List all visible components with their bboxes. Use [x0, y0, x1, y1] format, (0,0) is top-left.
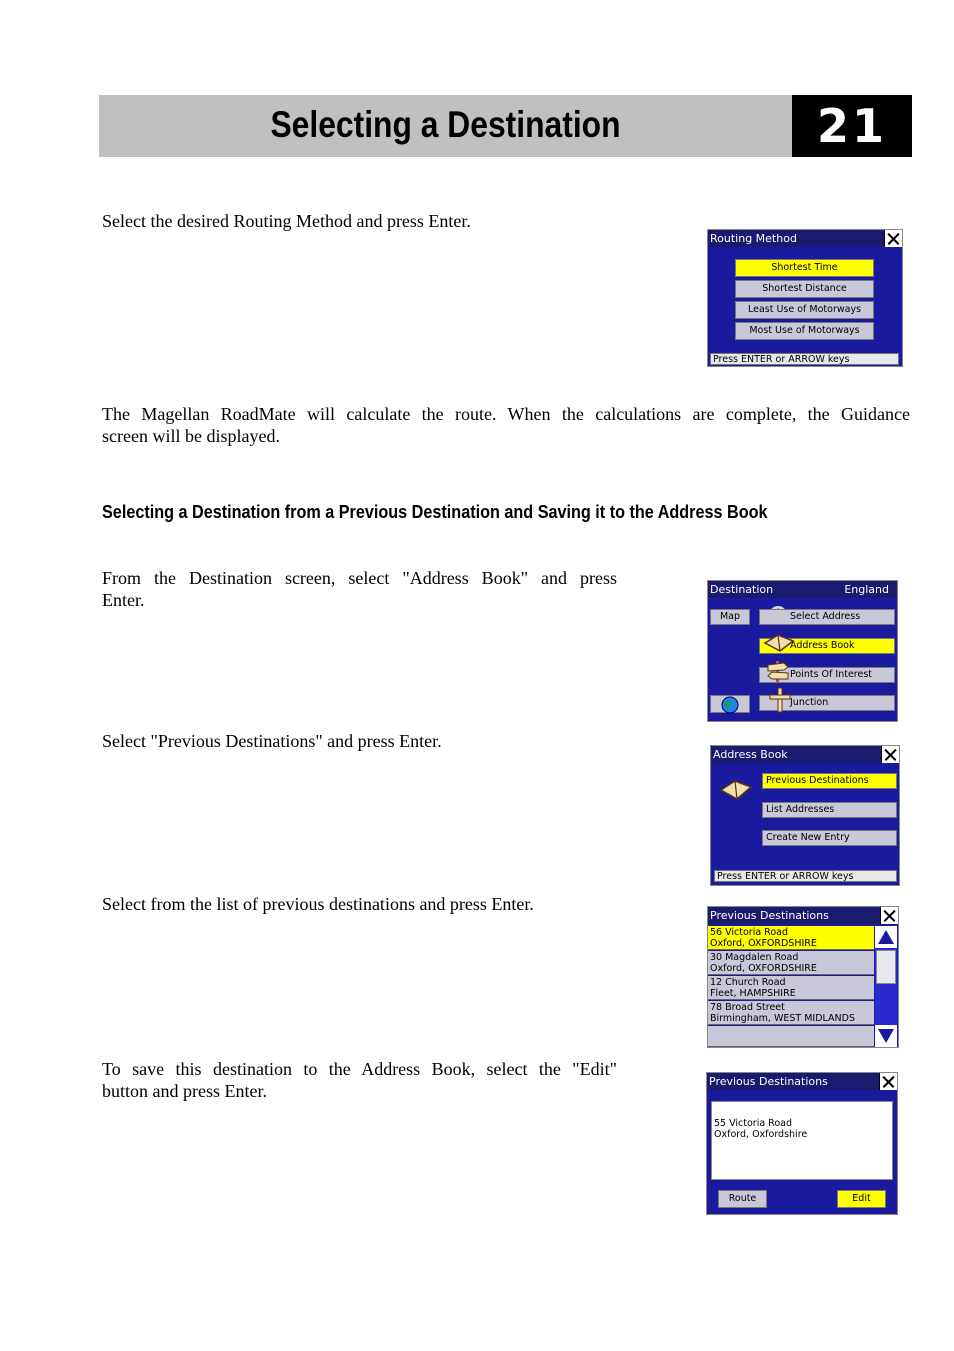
row-street: 12 Church Road	[710, 977, 786, 988]
arrow-down-icon	[875, 1025, 897, 1047]
junction-label: Junction	[790, 697, 829, 708]
close-icon[interactable]	[879, 1073, 897, 1090]
list-item[interactable]	[708, 951, 874, 975]
destination-title: Destination	[710, 583, 774, 596]
address-book-status-bar: Press ENTER or ARROW keys	[714, 870, 897, 882]
paragraph-destination-line2: Enter.	[102, 590, 145, 610]
globe-button[interactable]	[710, 695, 750, 713]
paragraph-routing: Select the desired Routing Method and press Enter.	[102, 211, 471, 231]
close-icon[interactable]	[881, 746, 899, 763]
signpost-icon	[764, 659, 792, 689]
arrow-up-icon	[875, 926, 897, 948]
junction-icon	[768, 687, 792, 717]
destination-screen	[707, 580, 898, 722]
routing-status-bar: Press ENTER or ARROW keys	[710, 353, 899, 365]
paragraph-calc-line2: screen will be displayed.	[102, 426, 280, 446]
section-subheading: Selecting a Destination from a Previous Destination and Saving it to the Address Book	[102, 502, 768, 522]
option-most-motorways[interactable]: Most Use of Motorways	[735, 322, 874, 340]
close-icon[interactable]	[884, 230, 902, 247]
previous-title-bar	[708, 907, 898, 924]
list-item[interactable]	[708, 976, 874, 1000]
globe-icon	[721, 696, 739, 714]
scroll-up-button[interactable]	[875, 926, 897, 948]
previous-destinations-button[interactable]: Previous Destinations	[762, 773, 897, 789]
close-icon[interactable]	[880, 907, 898, 924]
poi-label: Points Of Interest	[790, 669, 873, 680]
route-button[interactable]: Route	[718, 1190, 767, 1208]
address-book-icon	[718, 776, 754, 808]
row-city: Oxford, OXFORDSHIRE	[710, 963, 817, 974]
row-street: 56 Victoria Road	[710, 927, 789, 938]
paragraph-save-line1: To save this destination to the Address Book, select the "Edit"	[102, 1059, 617, 1079]
detail-title-bar	[707, 1073, 897, 1090]
select-address-button[interactable]	[759, 609, 895, 625]
detail-title: Previous Destinations	[709, 1075, 828, 1088]
routing-title: Routing Method	[710, 232, 797, 245]
address-city: Oxford, Oxfordshire	[714, 1129, 808, 1140]
address-book-screen	[710, 745, 900, 886]
page-title: Selecting a Destination	[270, 104, 621, 145]
previous-destinations-screen	[707, 906, 899, 1048]
row-city: Fleet, HAMPSHIRE	[710, 988, 796, 999]
list-addresses-button[interactable]: List Addresses	[762, 802, 897, 818]
paragraph-select-list: Select from the list of previous destinations and press Enter.	[102, 894, 534, 914]
edit-button[interactable]: Edit	[837, 1190, 886, 1208]
option-shortest-distance[interactable]: Shortest Distance	[735, 280, 874, 298]
list-item-empty	[708, 1026, 874, 1047]
list-item[interactable]	[708, 1001, 874, 1025]
paragraph-destination-line1: From the Destination screen, select "Address Book" and press	[102, 568, 617, 588]
destination-title-bar	[708, 581, 897, 598]
routing-method-screen	[707, 229, 903, 367]
row-city: Oxford, OXFORDSHIRE	[710, 938, 817, 949]
row-street: 78 Broad Street	[710, 1002, 785, 1013]
destination-detail-screen	[706, 1072, 898, 1215]
previous-title: Previous Destinations	[710, 909, 829, 922]
paragraph-save-line2: button and press Enter.	[102, 1081, 267, 1101]
address-street: 55 Victoria Road	[714, 1118, 793, 1129]
option-shortest-time[interactable]: Shortest Time	[735, 259, 874, 277]
address-book-title: Address Book	[713, 748, 788, 761]
routing-title-bar	[708, 230, 902, 247]
row-street: 30 Magdalen Road	[710, 952, 799, 963]
map-button[interactable]: Map	[710, 609, 750, 625]
scroll-down-button[interactable]	[875, 1025, 897, 1047]
book-icon	[762, 631, 796, 659]
paragraph-previous: Select "Previous Destinations" and press Enter.	[102, 731, 442, 751]
scrollbar[interactable]	[875, 926, 897, 1047]
page-number: 21	[792, 95, 912, 157]
option-least-motorways[interactable]: Least Use of Motorways	[735, 301, 874, 319]
address-panel	[711, 1101, 893, 1180]
create-new-entry-button[interactable]: Create New Entry	[762, 830, 897, 846]
address-book-title-bar	[711, 746, 899, 763]
list-item[interactable]	[708, 926, 874, 950]
paragraph-calc-line1: The Magellan RoadMate will calculate the route. When the calculations are complete, the Guidance	[102, 404, 910, 424]
row-city: Birmingham, WEST MIDLANDS	[710, 1013, 856, 1024]
address-book-label: Address Book	[790, 640, 855, 651]
destination-region: England	[844, 583, 889, 596]
select-address-label: Select Address	[790, 611, 861, 622]
scroll-thumb[interactable]	[876, 950, 896, 984]
